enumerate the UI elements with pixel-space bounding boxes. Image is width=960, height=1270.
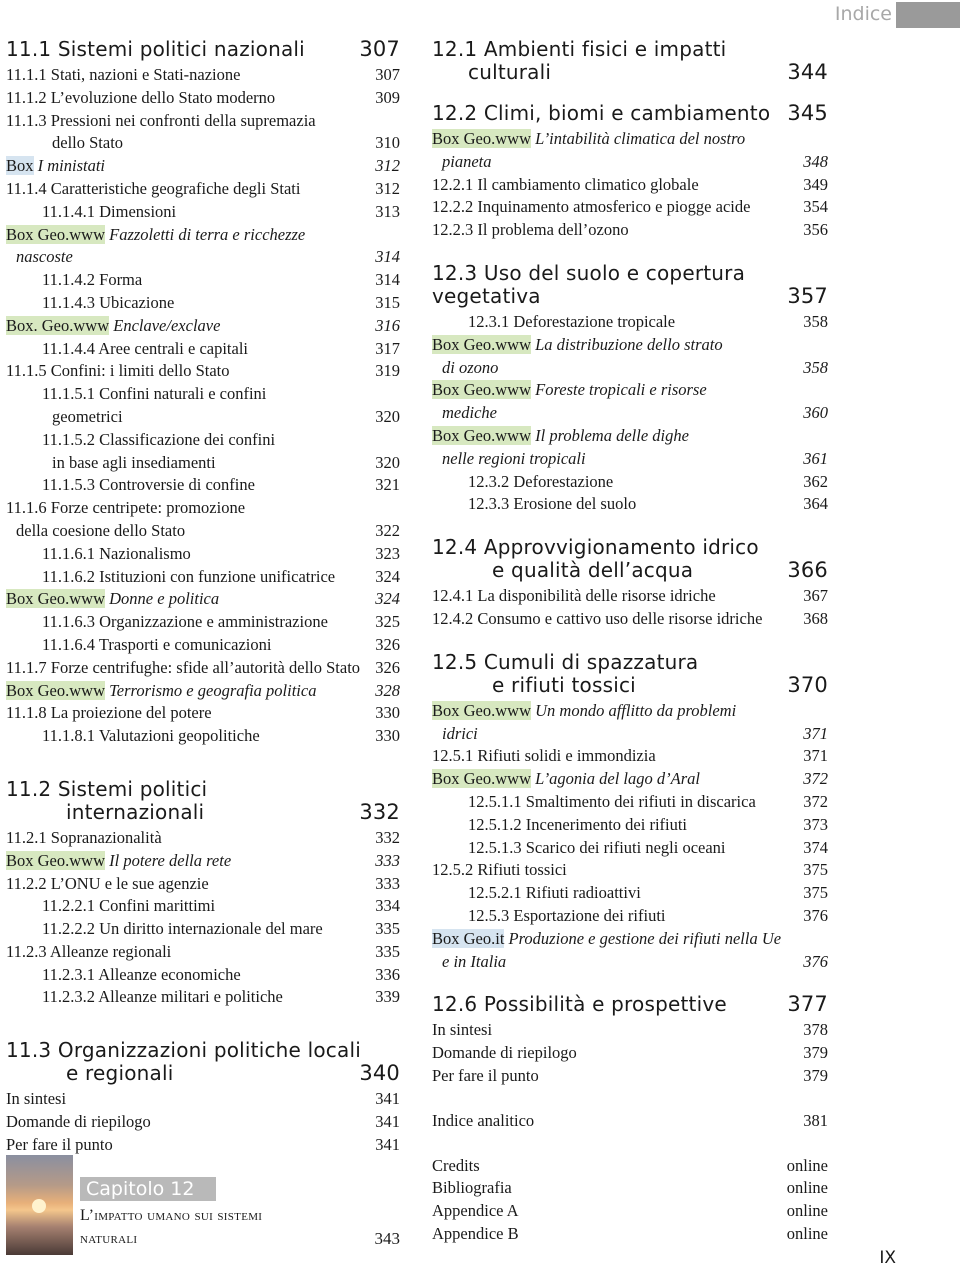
entry-page: 315 — [375, 292, 400, 312]
entry-page: 349 — [803, 174, 828, 194]
toc-section-12-4[interactable] — [432, 536, 828, 582]
entry-label: 12.5.1.2 Incenerimento dei rifiuti — [468, 814, 688, 834]
entry-page: 314 — [375, 270, 400, 290]
entry-label: 11.2.3 Alleanze regionali — [6, 941, 172, 961]
toc-box-entry[interactable] — [6, 155, 400, 178]
entry-page: 316 — [375, 315, 400, 335]
toc-entry[interactable] — [6, 657, 400, 680]
entry-title: Enclave/exclave — [109, 315, 221, 335]
toc-entry-continued[interactable] — [6, 452, 400, 475]
toc-entry[interactable] — [432, 1042, 828, 1065]
entry-label: 11.1.8 La proiezione del potere — [6, 703, 212, 723]
toc-section-12-1[interactable] — [432, 38, 828, 84]
section-title: 11.2 Sistemi politici — [6, 776, 208, 801]
section-page: 307 — [359, 37, 400, 61]
toc-entry[interactable] — [6, 725, 400, 748]
entry-label: Per fare il punto — [6, 1134, 113, 1154]
entry-page: 379 — [803, 1043, 828, 1063]
toc-box-entry-continued[interactable] — [6, 246, 400, 269]
toc-entry[interactable] — [6, 292, 400, 315]
toc-entry[interactable] — [6, 360, 400, 383]
entry-label: 11.1.5.1 Confini naturali e confini — [42, 384, 267, 404]
toc-entry[interactable] — [432, 814, 828, 837]
toc-entry[interactable] — [6, 964, 400, 987]
toc-entry[interactable] — [6, 429, 400, 452]
section-header-label: Indice — [834, 3, 892, 25]
entry-page: 320 — [375, 452, 400, 472]
toc-entry[interactable] — [432, 311, 828, 334]
toc-box-entry[interactable] — [6, 588, 400, 611]
toc-entry[interactable] — [432, 837, 828, 860]
entry-label: e in Italia — [442, 951, 507, 971]
entry-label: nascoste — [16, 247, 73, 267]
entry-page: 358 — [803, 311, 828, 331]
entry-label — [432, 379, 707, 402]
sunset-photo — [6, 1155, 73, 1255]
entry-page: 354 — [803, 197, 828, 217]
toc-section-12-6[interactable] — [432, 993, 828, 1016]
toc-entry[interactable] — [6, 1111, 400, 1134]
toc-entry[interactable] — [6, 941, 400, 964]
toc-entry[interactable] — [432, 1019, 828, 1042]
toc-box-entry-continued[interactable] — [432, 448, 828, 471]
entry-title: Terrorismo e geografia politica — [105, 680, 317, 700]
toc-entry[interactable] — [432, 219, 828, 242]
entry-title: La distribuzione dello strato — [531, 334, 723, 354]
toc-entry[interactable] — [432, 471, 828, 494]
entry-label: 12.5.1 Rifiuti solidi e immondizia — [432, 746, 656, 766]
section-page: 370 — [787, 672, 828, 697]
section-title: 11.3 Organizzazioni politiche locali — [6, 1038, 361, 1063]
toc-entry[interactable] — [6, 702, 400, 725]
entry-page: 330 — [375, 726, 400, 746]
entry-label — [432, 128, 745, 151]
entry-label: 11.1.3 Pressioni nei confronti della supremazia — [6, 110, 316, 130]
section-title: 12.4 Approvvigionamento idrico — [432, 535, 759, 560]
section-page: 340 — [359, 1061, 400, 1086]
section-page: 344 — [787, 60, 828, 84]
entry-page: online — [786, 1178, 828, 1198]
entry-title: I ministati — [33, 156, 106, 176]
entry-page: 375 — [803, 860, 828, 880]
toc-entry[interactable] — [6, 1088, 400, 1111]
entry-page: 326 — [375, 657, 400, 677]
section-page: 366 — [787, 558, 828, 583]
box-tag: Box Geo.www — [432, 129, 531, 148]
toc-box-entry-continued[interactable] — [432, 723, 828, 746]
entry-label: 12.5.1.3 Scarico dei rifiuti negli oceani — [468, 837, 726, 857]
toc-left-column — [6, 38, 400, 1157]
toc-entry[interactable] — [6, 566, 400, 589]
entry-page: 322 — [375, 520, 400, 540]
entry-page: 379 — [803, 1065, 828, 1085]
toc-entry[interactable] — [432, 493, 828, 516]
toc-entry[interactable] — [6, 269, 400, 292]
entry-label: dello Stato — [52, 133, 124, 153]
toc-entry[interactable] — [432, 1200, 828, 1223]
section-page: 357 — [787, 283, 828, 308]
chapter-title: L’impatto umano sui sistemi — [80, 1207, 263, 1224]
chapter-12-card[interactable] — [6, 1155, 400, 1255]
toc-entry[interactable] — [6, 918, 400, 941]
box-tag: Box Geo.www — [432, 334, 531, 354]
entry-label: 11.1.4.3 Ubicazione — [42, 292, 175, 312]
entry-label: 12.5.1.1 Smaltimento dei rifiuti in discarica — [468, 791, 756, 811]
section-title-continued: culturali — [468, 60, 552, 84]
entry-label: Domande di riepilogo — [432, 1043, 577, 1063]
entry-label: pianeta — [442, 151, 492, 171]
section-title: 12.5 Cumuli di spazzatura — [432, 649, 699, 674]
entry-page: online — [786, 1155, 828, 1175]
toc-entry[interactable] — [432, 791, 828, 814]
toc-entry[interactable] — [432, 905, 828, 928]
section-header — [835, 0, 960, 28]
toc-entry[interactable] — [6, 201, 400, 224]
entry-page: 325 — [375, 612, 400, 632]
toc-entry[interactable] — [432, 1155, 828, 1178]
entry-page: 314 — [375, 247, 400, 267]
entry-label: 11.1.6.1 Nazionalismo — [42, 543, 191, 563]
entry-label: 11.1.4.4 Aree centrali e capitali — [42, 338, 249, 358]
entry-page: 367 — [803, 586, 828, 606]
toc-box-entry-continued[interactable] — [432, 151, 828, 174]
box-tag: Box Geo.www — [6, 589, 105, 609]
entry-page: 364 — [803, 494, 828, 514]
entry-label: Credits — [432, 1155, 480, 1175]
toc-entry[interactable] — [432, 585, 828, 608]
box-tag: Box Geo.it — [432, 928, 505, 948]
entry-label — [432, 700, 736, 723]
entry-page: 324 — [375, 589, 400, 609]
box-tag: Box. Geo.www — [6, 315, 110, 335]
entry-page: 339 — [375, 987, 400, 1007]
entry-label — [6, 850, 231, 873]
toc-entry-continued[interactable] — [6, 132, 400, 155]
entry-label: 11.2.3.2 Alleanze militari e politiche — [42, 987, 283, 1007]
entry-label: 11.2.3.1 Alleanze economiche — [42, 964, 241, 984]
entry-label — [432, 768, 700, 791]
box-tag: Box Geo.www — [432, 380, 531, 400]
entry-page: 362 — [803, 471, 828, 491]
box-tag: Box Geo.www — [432, 425, 531, 445]
entry-label: 12.5.2.1 Rifiuti radioattivi — [468, 883, 641, 903]
entry-title: L’agonia del lago d’Aral — [531, 769, 700, 789]
entry-page: 356 — [803, 220, 828, 240]
entry-label: 12.4.2 Consumo e cattivo uso delle risorse idriche — [432, 608, 763, 628]
entry-label: 11.1.1 Stati, nazioni e Stati-nazione — [6, 65, 241, 84]
entry-label: 12.5.2 Rifiuti tossici — [432, 860, 567, 880]
toc-box-entry[interactable] — [432, 928, 828, 951]
entry-label: 12.3.2 Deforestazione — [468, 471, 614, 491]
box-tag: Box Geo.www — [432, 700, 531, 720]
entry-page: 323 — [375, 543, 400, 563]
toc-entry-continued[interactable] — [6, 520, 400, 543]
entry-page: 341 — [375, 1112, 400, 1132]
toc-entry[interactable] — [432, 745, 828, 768]
entry-label: 11.2.2.1 Confini marittimi — [42, 896, 216, 916]
toc-box-entry[interactable] — [6, 224, 400, 247]
entry-label — [432, 425, 689, 448]
toc-entry[interactable] — [6, 383, 400, 406]
toc-box-entry[interactable] — [432, 425, 828, 448]
entry-label: 11.1.5.2 Classificazione dei confini — [42, 429, 276, 449]
section-page: 332 — [359, 799, 400, 824]
entry-label: 11.2.1 Sopranazionalità — [6, 827, 162, 847]
entry-page: 360 — [803, 403, 828, 423]
entry-page: 372 — [803, 791, 828, 811]
entry-label — [6, 315, 220, 338]
entry-label: 11.1.6.3 Organizzazione e amministrazione — [42, 612, 328, 632]
toc-box-entry[interactable] — [432, 768, 828, 791]
toc-box-entry[interactable] — [432, 334, 828, 357]
entry-page: 312 — [375, 156, 400, 176]
entry-label: mediche — [442, 403, 497, 423]
toc-entry[interactable] — [432, 608, 828, 631]
entry-title: Il problema delle dighe — [531, 425, 689, 445]
toc-box-entry[interactable] — [6, 315, 400, 338]
entry-label: Indice analitico — [432, 1110, 535, 1130]
entry-page: 348 — [803, 151, 828, 171]
entry-page: 319 — [375, 361, 400, 381]
toc-section-11-2[interactable] — [6, 778, 400, 824]
toc-entry-continued[interactable] — [6, 406, 400, 429]
toc-entry[interactable] — [6, 497, 400, 520]
section-header-bar — [896, 2, 960, 28]
entry-page: 373 — [803, 814, 828, 834]
toc-section-12-5[interactable] — [432, 651, 828, 697]
toc-entry[interactable] — [432, 1223, 828, 1246]
entry-page: 333 — [375, 873, 400, 893]
entry-page: 317 — [375, 338, 400, 358]
entry-label: Bibliografia — [432, 1178, 512, 1198]
toc-entry[interactable] — [432, 1110, 828, 1133]
section-title-continued: internazionali — [66, 799, 205, 824]
chapter-label: Capitolo 12 — [80, 1177, 216, 1201]
toc-entry[interactable] — [6, 986, 400, 1009]
section-title: 12.3 Uso del suolo e copertura — [432, 260, 746, 285]
entry-page: 375 — [803, 883, 828, 903]
entry-page: 381 — [803, 1110, 828, 1130]
entry-label: 11.2.2.2 Un diritto internazionale del mare — [42, 919, 323, 939]
entry-page: 312 — [375, 178, 400, 198]
toc-entry[interactable] — [6, 634, 400, 657]
entry-page: 309 — [375, 87, 400, 107]
toc-section-12-3[interactable] — [432, 262, 828, 308]
entry-page: 320 — [375, 406, 400, 426]
toc-entry[interactable] — [6, 827, 400, 850]
entry-page: 330 — [375, 703, 400, 723]
section-title-continued: vegetativa — [432, 283, 541, 308]
entry-page: 326 — [375, 634, 400, 654]
toc-entry[interactable] — [6, 611, 400, 634]
toc-entry[interactable] — [432, 1065, 828, 1088]
entry-page: 341 — [375, 1134, 400, 1154]
entry-label: 11.1.6 Forze centripete: promozione — [6, 498, 246, 518]
entry-page: 332 — [375, 827, 400, 847]
toc-entry[interactable] — [6, 895, 400, 918]
toc-box-entry[interactable] — [6, 680, 400, 703]
entry-label: idrici — [442, 723, 478, 743]
entry-page: 335 — [375, 941, 400, 961]
entry-page: 371 — [803, 746, 828, 766]
entry-title: L’intabilità climatica del nostro — [531, 129, 746, 148]
entry-label: 11.1.2 L’evoluzione dello Stato moderno — [6, 87, 276, 107]
toc-entry[interactable] — [6, 110, 400, 133]
entry-label: 12.2.2 Inquinamento atmosferico e piogge acide — [432, 197, 751, 217]
entry-page: 307 — [375, 65, 400, 84]
entry-page: 376 — [803, 905, 828, 925]
toc-box-entry-continued[interactable] — [432, 357, 828, 380]
section-title-continued: e regionali — [66, 1061, 174, 1086]
entry-label: In sintesi — [6, 1089, 67, 1109]
toc-section-12-2[interactable] — [432, 102, 828, 125]
entry-page: 335 — [375, 919, 400, 939]
toc-right-column — [432, 38, 828, 1246]
entry-title: Fazzoletti di terra e ricchezze — [105, 224, 306, 244]
entry-page: 324 — [375, 566, 400, 586]
toc-entry[interactable] — [6, 1134, 400, 1157]
toc-entry[interactable] — [6, 87, 400, 110]
entry-label: 12.2.3 Il problema dell’ozono — [432, 220, 629, 240]
entry-page: 341 — [375, 1089, 400, 1109]
entry-label: della coesione dello Stato — [16, 520, 186, 540]
entry-page: 371 — [803, 723, 828, 743]
page-number: IX — [879, 1248, 896, 1268]
entry-page: 336 — [375, 964, 400, 984]
toc-box-entry[interactable] — [6, 850, 400, 873]
entry-label — [6, 588, 219, 611]
toc-entry[interactable] — [6, 64, 400, 87]
section-title: 11.1 Sistemi politici nazionali — [6, 37, 305, 61]
entry-page: 310 — [375, 133, 400, 153]
toc-box-entry[interactable] — [432, 128, 828, 151]
entry-label: 12.4.1 La disponibilità delle risorse idriche — [432, 586, 716, 606]
entry-title: Il potere della rete — [105, 850, 232, 870]
entry-label: 11.2.2 L’ONU e le sue agenzie — [6, 873, 209, 893]
entry-page: 372 — [803, 769, 828, 789]
section-title: 12.6 Possibilità e prospettive — [432, 992, 727, 1017]
entry-page: 333 — [375, 850, 400, 870]
entry-page: 328 — [375, 680, 400, 700]
box-tag: Box Geo.www — [6, 850, 105, 870]
entry-page: 376 — [803, 951, 828, 971]
entry-page: 374 — [803, 837, 828, 857]
entry-label: 12.3.3 Erosione del suolo — [468, 494, 637, 514]
entry-label: Appendice B — [432, 1223, 519, 1243]
entry-label: di ozono — [442, 357, 499, 377]
entry-page: 358 — [803, 357, 828, 377]
entry-label: 11.1.4.1 Dimensioni — [42, 201, 177, 221]
entry-label: 11.1.7 Forze centrifughe: sfide all’autorità dello Stato — [6, 657, 361, 677]
section-title: 12.2 Climi, biomi e cambiamento — [432, 101, 771, 125]
toc-entry[interactable] — [6, 338, 400, 361]
entry-page: 313 — [375, 201, 400, 221]
entry-page: 321 — [375, 475, 400, 495]
entry-title: Un mondo afflitto da problemi — [531, 700, 737, 720]
entry-label: In sintesi — [432, 1020, 493, 1040]
entry-label — [6, 155, 105, 178]
box-tag: Box Geo.www — [6, 680, 105, 700]
toc-entry[interactable] — [432, 196, 828, 219]
section-title: 12.1 Ambienti fisici e impatti — [432, 37, 727, 61]
entry-label: 11.1.8.1 Valutazioni geopolitiche — [42, 726, 260, 746]
entry-label: 11.1.5 Confini: i limiti dello Stato — [6, 361, 230, 381]
entry-page: 361 — [803, 448, 828, 468]
toc-section-11-1[interactable] — [6, 38, 400, 61]
chapter-title-continued: naturali — [80, 1230, 138, 1247]
box-tag: Box Geo.www — [6, 224, 105, 244]
entry-label — [432, 928, 781, 951]
entry-page: 334 — [375, 896, 400, 916]
toc-box-entry[interactable] — [432, 700, 828, 723]
entry-label: geometrici — [52, 406, 123, 426]
box-tag: Box Geo.www — [432, 769, 531, 789]
box-tag: Box — [6, 156, 34, 176]
sun-icon — [32, 1199, 46, 1213]
entry-label: Appendice A — [432, 1201, 519, 1221]
toc-entry[interactable] — [6, 178, 400, 201]
entry-label: 12.3.1 Deforestazione tropicale — [468, 311, 676, 331]
entry-page: online — [786, 1201, 828, 1221]
entry-label: 12.2.1 Il cambiamento climatico globale — [432, 174, 699, 194]
section-page: 345 — [787, 101, 828, 125]
section-title-continued: e rifiuti tossici — [492, 672, 636, 697]
entry-label — [432, 334, 723, 357]
toc-entry[interactable] — [432, 859, 828, 882]
section-page: 377 — [787, 992, 828, 1017]
entry-label: 12.5.3 Esportazione dei rifiuti — [468, 905, 666, 925]
entry-label: 11.1.4 Caratteristiche geografiche degli Stati — [6, 178, 301, 198]
toc-entry[interactable] — [432, 174, 828, 197]
entry-label — [6, 680, 316, 703]
entry-label: in base agli insediamenti — [52, 452, 216, 472]
toc-section-11-3[interactable] — [6, 1039, 400, 1085]
toc-box-entry-continued[interactable] — [432, 402, 828, 425]
chapter-page: 343 — [374, 1229, 400, 1248]
toc-entry[interactable] — [432, 1177, 828, 1200]
section-title-continued: e qualità dell’acqua — [492, 558, 694, 583]
toc-entry[interactable] — [432, 882, 828, 905]
entry-label: Domande di riepilogo — [6, 1112, 151, 1132]
entry-page: 368 — [803, 608, 828, 628]
entry-label: 11.1.6.4 Trasporti e comunicazioni — [42, 634, 272, 654]
entry-label: nelle regioni tropicali — [442, 448, 586, 468]
entry-page: 378 — [803, 1020, 828, 1040]
entry-label: Per fare il punto — [432, 1065, 539, 1085]
entry-title: Produzione e gestione dei rifiuti nella Ue — [504, 928, 782, 948]
entry-page: online — [786, 1223, 828, 1243]
toc-entry[interactable] — [6, 873, 400, 896]
entry-label: 11.1.4.2 Forma — [42, 270, 143, 290]
entry-label: 11.1.6.2 Istituzioni con funzione unificatrice — [42, 566, 336, 586]
entry-title: Donne e politica — [105, 589, 220, 609]
entry-label — [6, 224, 305, 247]
toc-entry[interactable] — [6, 543, 400, 566]
toc-box-entry[interactable] — [432, 379, 828, 402]
entry-title: Foreste tropicali e risorse — [531, 380, 707, 400]
entry-label: 11.1.5.3 Controversie di confine — [42, 475, 255, 495]
toc-box-entry-continued[interactable] — [432, 951, 828, 974]
toc-entry[interactable] — [6, 474, 400, 497]
